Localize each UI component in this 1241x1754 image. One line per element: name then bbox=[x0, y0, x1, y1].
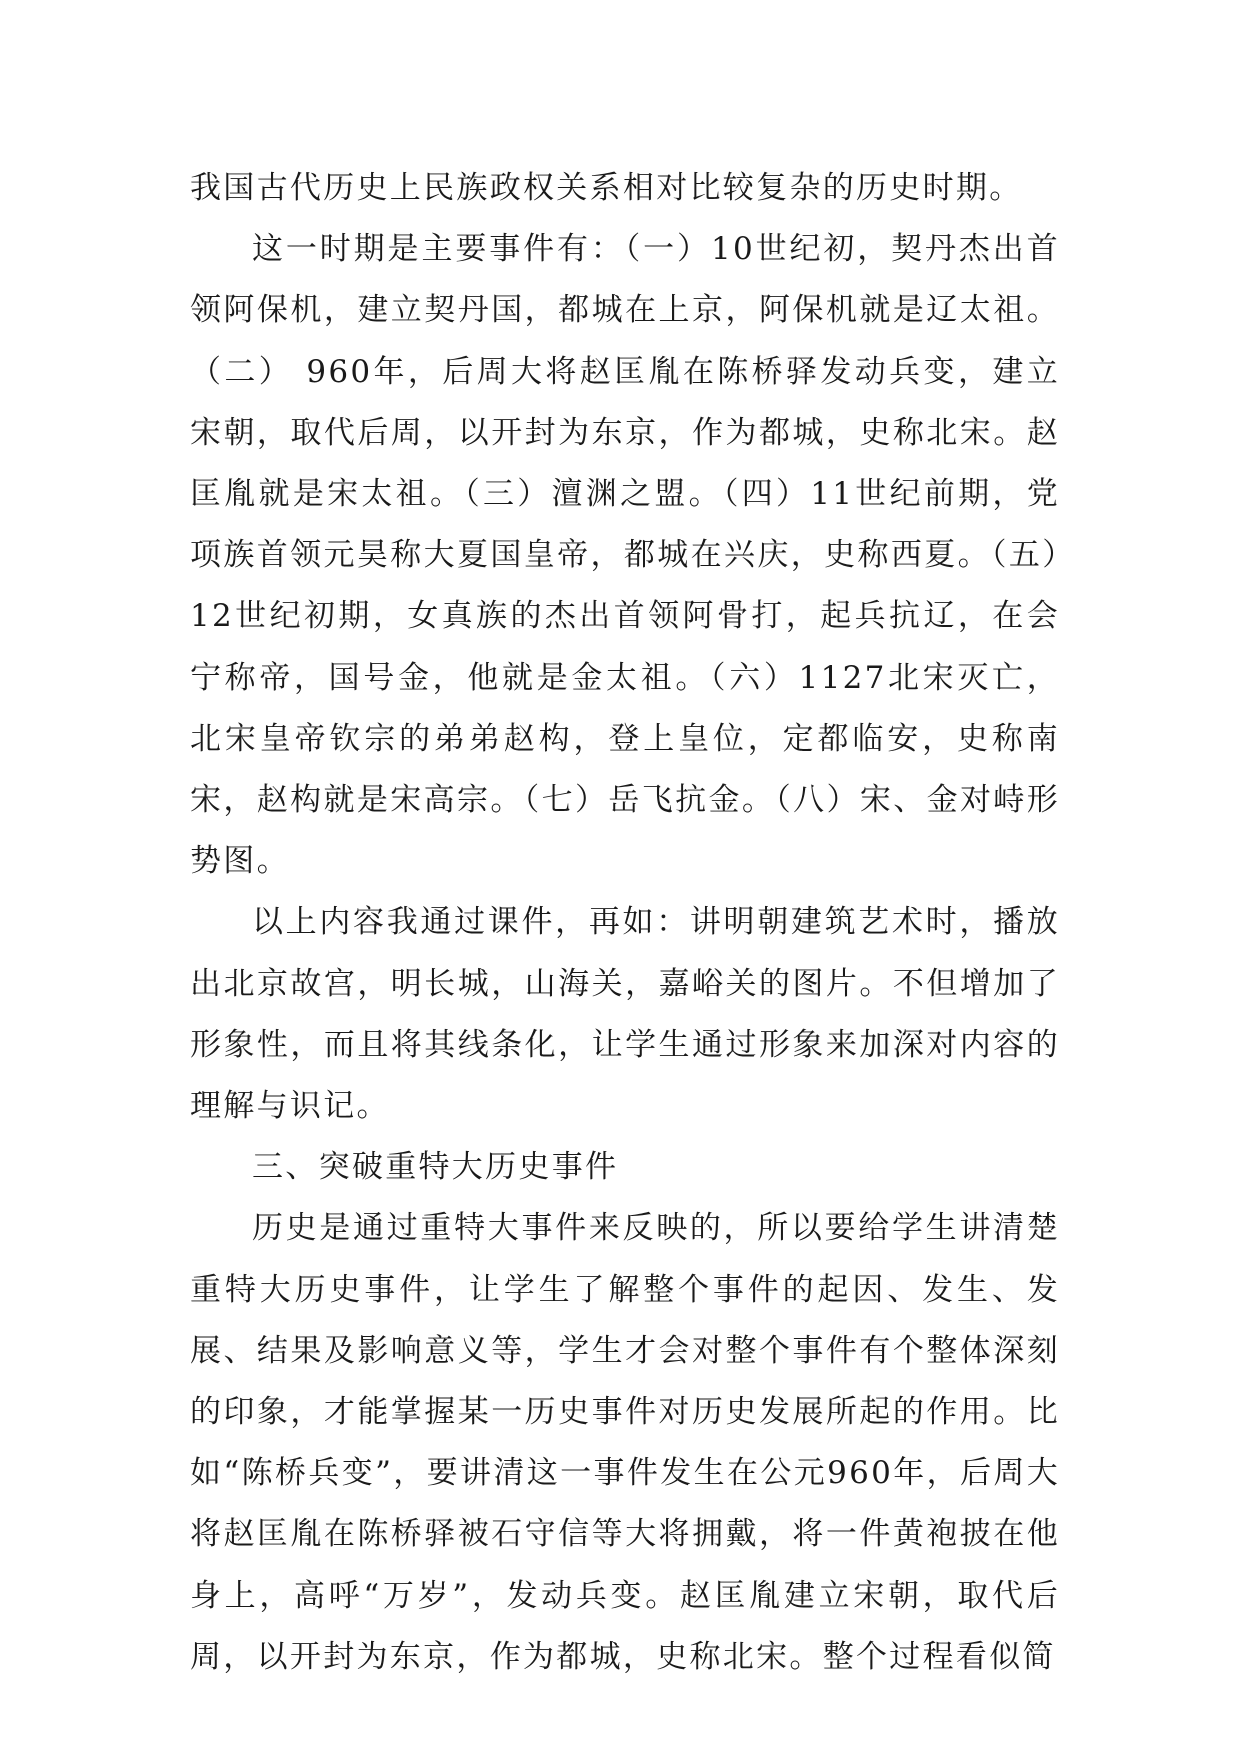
paragraph-major-events: 这一时期是主要事件有：（一）10世纪初，契丹杰出首领阿保机，建立契丹国，都城在上京，阿保机就是辽太祖。（二） 960年，后周大将赵匡胤在陈桥驿发动兵变，建立宋朝，取代后周，以开封为东京，作为都城，史称北宋。赵匡胤就是宋太祖。（三）澶渊之盟。（四）11世纪前期，党项族首领元昊称大夏国皇帝，都城在兴庆，史称西夏。（五）12世纪初期，女真族的杰出首领阿骨打，起兵抗辽，在会宁称帝，国号金，他就是金太祖。（六）1127北宋灭亡，北宋皇帝钦宗的弟弟赵构，登上皇位，定都临安，史称南宋，赵构就是宋高宗。（七）岳飞抗金。（八）宋、金对峙形势图。 bbox=[190, 231, 1060, 880]
section-heading: 三、突破重特大历史事件 bbox=[252, 1149, 619, 1186]
paragraph-major-history-events: 历史是通过重特大事件来反映的，所以要给学生讲清楚重特大历史事件，让学生了解整个事件的起因、发生、发展、结果及影响意义等，学生才会对整个事件有个整体深刻的印象，才能掌握某一历史事件对历史发展所起的作用。比如“陈桥兵变”，要讲清这一事件发生在公元960年，后周大将赵匡胤在陈桥驿被石守信等大将拥戴，将一件黄袍披在他身上，高呼“万岁”，发动兵变。赵匡胤建立宋朝，取代后周，以开封为东京，作为都城，史称北宋。整个过程看似简 bbox=[190, 1210, 1060, 1675]
document-body bbox=[190, 158, 1060, 1688]
paragraph-courseware: 以上内容我通过课件，再如：讲明朝建筑艺术时，播放出北京故宫，明长城，山海关，嘉峪关的图片。不但增加了形象性，而且将其线条化，让学生通过形象来加深对内容的理解与识记。 bbox=[190, 904, 1060, 1125]
paragraph-continuation: 我国古代历史上民族政权关系相对比较复杂的历史时期。 bbox=[190, 170, 1023, 206]
